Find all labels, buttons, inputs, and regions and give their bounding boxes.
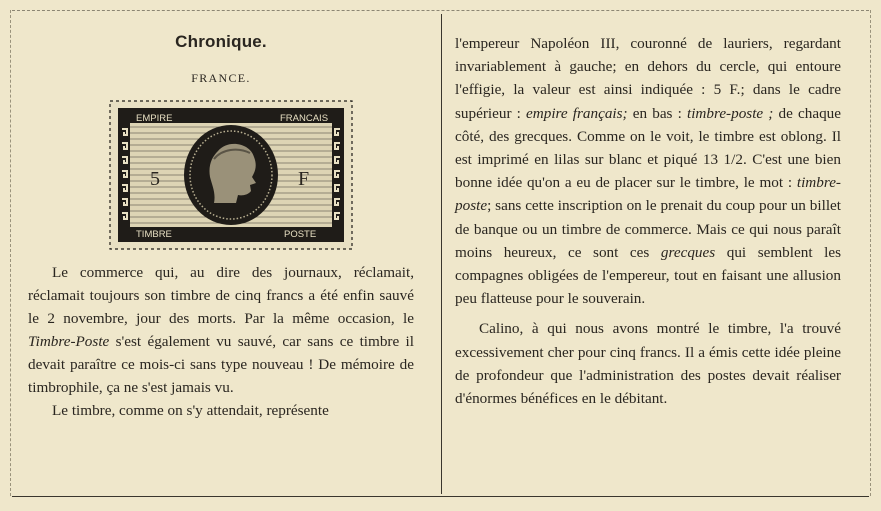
right-p1-d: timbre-poste ; xyxy=(686,104,774,122)
right-p1-c: en bas : xyxy=(627,104,682,122)
right-paragraph-1 xyxy=(455,32,841,310)
left-column xyxy=(28,32,414,422)
stamp-text-timbre: TIMBRE xyxy=(136,229,172,240)
article-title: Chronique. xyxy=(175,32,267,51)
left-paragraph-2: Le timbre, comme on s'y attendait, représente xyxy=(52,402,329,419)
left-edge xyxy=(10,10,11,496)
left-paragraph-1 xyxy=(28,261,414,399)
right-paragraph-2: Calino, à qui nous avons montré le timbre, l'a trouvé excessivement cher pour cinq francs. Il a émis cette idée pleine de profondeur que l'administration des postes devait réaliser d'énormes bénéfices en le débitant. xyxy=(455,320,841,408)
left-p1-emphasis: Timbre-Poste xyxy=(28,333,110,350)
stamp-illustration xyxy=(108,99,354,251)
right-p1-b: empire français; xyxy=(526,104,628,122)
right-p1-f: timbre-poste xyxy=(455,174,841,215)
stamp-text-poste: POSTE xyxy=(284,229,317,240)
left-p1-text-b: s'est également vu sauvé, car sans ce timbre il devait paraître ce mois-ci sans type nouveau ! De mémoire de timbrophile, ça ne s'est jamais vu. xyxy=(28,333,414,396)
stamp-value-left: 5 xyxy=(150,168,160,190)
stamp-text-empire: EMPIRE xyxy=(136,113,173,124)
right-p1-a: l'empereur Napoléon III, couronné de lauriers, regardant invariablement à gauche; en dehors du cercle, qui entoure l'effigie, la valeur est ainsi indiquée : 5 F.; dans le cadre supérieur : xyxy=(455,35,841,122)
right-column xyxy=(455,32,841,410)
right-p1-g: ; sans cette inscription on le prenait du coup pour un billet de banque ou un timbre de commerce. Mais ce qui nous paraît moins heureux, ce sont ces xyxy=(455,197,841,261)
top-rule xyxy=(12,10,869,11)
right-edge xyxy=(870,10,871,496)
column-divider xyxy=(441,14,442,494)
stamp-text-francais: FRANCAIS xyxy=(280,113,329,124)
bottom-rule xyxy=(12,496,869,497)
stamp-value-right: F xyxy=(298,168,310,190)
article-subtitle: FRANCE. xyxy=(191,71,251,85)
stamp-svg xyxy=(108,99,354,251)
left-p1-text-a: Le commerce qui, au dire des journaux, réclamait, réclamait toujours son timbre de cinq francs a été enfin sauvé le 2 novembre, jour des morts. Par la même occasion, le xyxy=(28,264,414,327)
right-p1-e: de chaque côté, des grecques. Comme on le voit, le timbre est oblong. Il est imprimé en lilas sur blanc et piqué 13 1/2. C'est une bien bonne idée qu'on a eu de placer sur le timbre, le mot : xyxy=(455,104,841,192)
right-p1-h: grecques xyxy=(660,243,716,261)
right-p1-i: qui semblent les compagnes obligées de l'empereur, tout en faisant une allusion peu flatteuse pour le souverain. xyxy=(455,243,841,308)
